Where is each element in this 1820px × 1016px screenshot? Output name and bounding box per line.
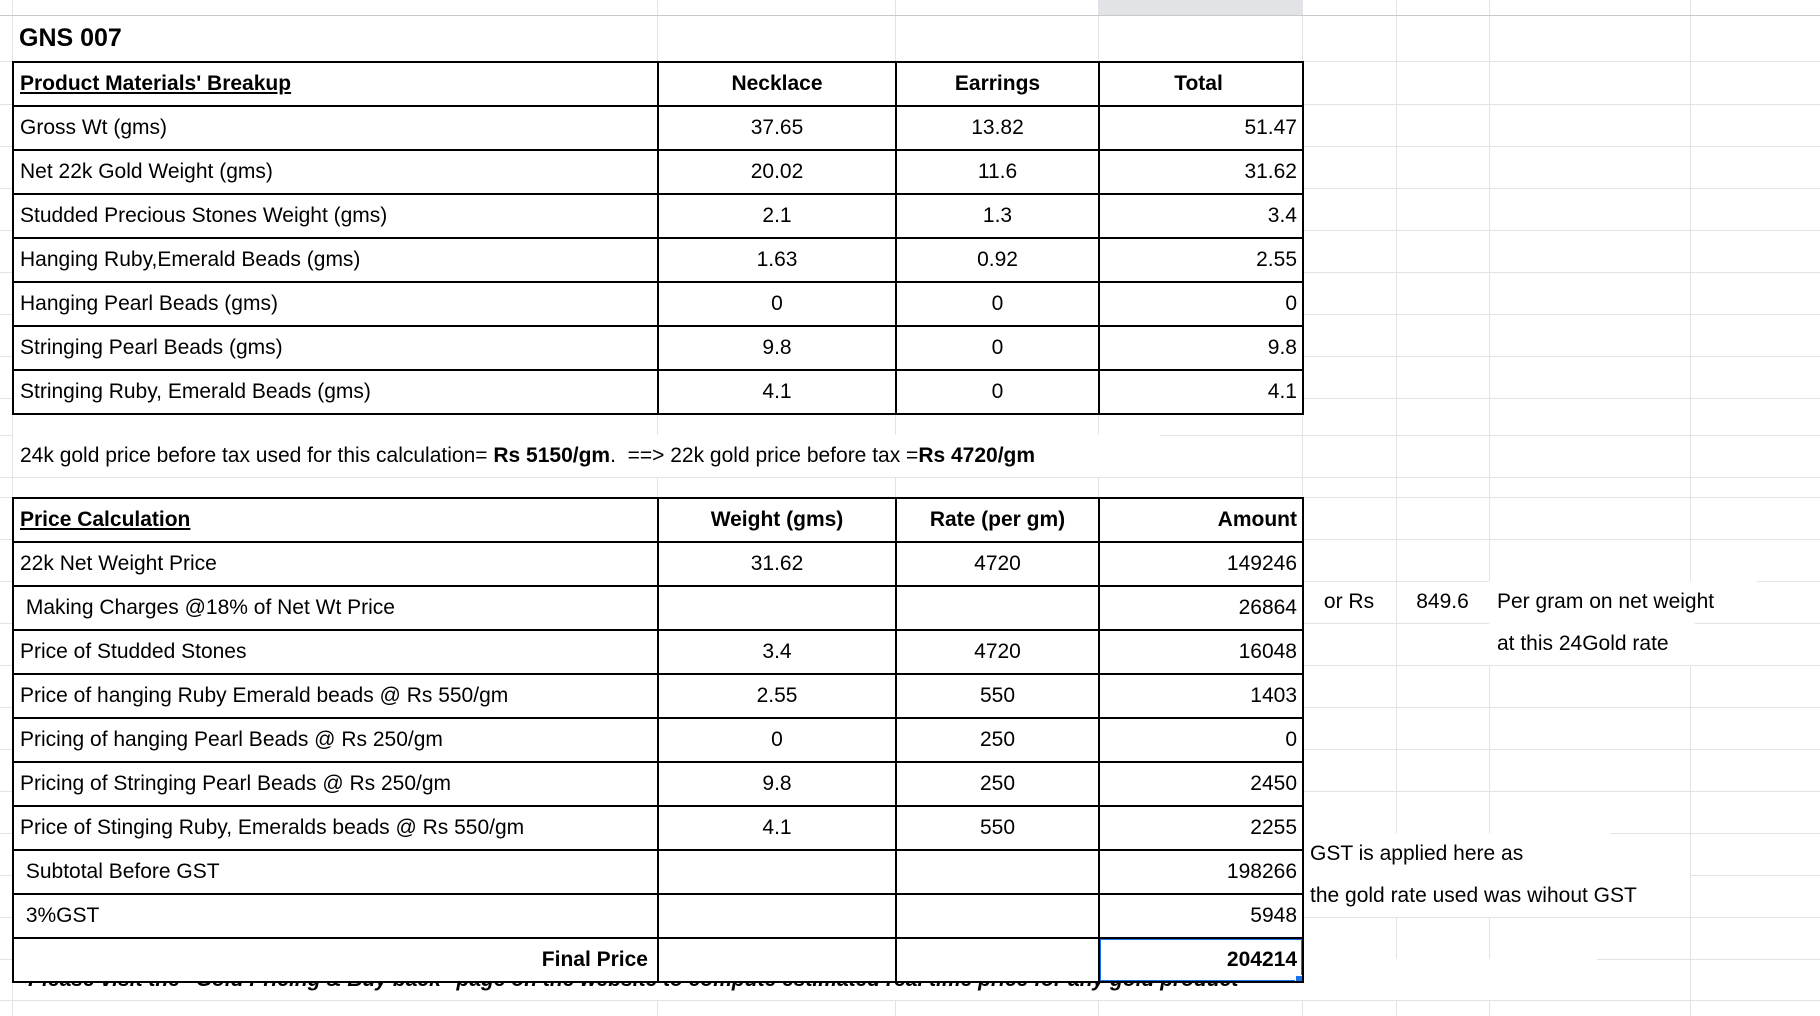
- price-row: [13, 894, 1303, 938]
- gridline: [1690, 0, 1691, 1016]
- cell[interactable]: 5948: [1099, 894, 1303, 938]
- cell[interactable]: 0: [658, 718, 896, 762]
- materials-header-row: [13, 62, 1303, 106]
- cell[interactable]: 0: [1099, 718, 1303, 762]
- cell[interactable]: 550: [896, 806, 1099, 850]
- cell[interactable]: 22k Net Weight Price: [13, 542, 658, 586]
- gridline: [0, 477, 1820, 478]
- price-row: [13, 718, 1303, 762]
- materials-row: [13, 370, 1303, 414]
- cell[interactable]: 250: [896, 718, 1099, 762]
- cell[interactable]: Net 22k Gold Weight (gms): [13, 150, 658, 194]
- cell[interactable]: 4.1: [658, 806, 896, 850]
- per-gram-note-line2[interactable]: at this 24Gold rate: [1489, 623, 1695, 665]
- cell[interactable]: Making Charges @18% of Net Wt Price: [13, 586, 658, 630]
- cell[interactable]: [658, 850, 896, 894]
- cell[interactable]: 11.6: [896, 150, 1099, 194]
- cell[interactable]: 0: [896, 326, 1099, 370]
- header-cell[interactable]: Earrings: [896, 62, 1099, 106]
- column-header-strip: [0, 0, 1820, 15]
- cell[interactable]: 51.47: [1099, 106, 1303, 150]
- selection-border: [1099, 938, 1303, 982]
- price-row: [13, 630, 1303, 674]
- cell[interactable]: 250: [896, 762, 1099, 806]
- cell[interactable]: 2255: [1099, 806, 1303, 850]
- cell[interactable]: Price of hanging Ruby Emerald beads @ Rs 550/gm: [13, 674, 658, 718]
- cell[interactable]: [658, 938, 896, 982]
- cell[interactable]: 0: [658, 282, 896, 326]
- materials-row: [13, 282, 1303, 326]
- cell[interactable]: [896, 586, 1099, 630]
- cell[interactable]: 31.62: [1099, 150, 1303, 194]
- header-cell[interactable]: Total: [1099, 62, 1303, 106]
- cell[interactable]: Stringing Pearl Beads (gms): [13, 326, 658, 370]
- gold-rate-note-segment: Rs 5150/gm: [493, 444, 611, 467]
- cell[interactable]: 4720: [896, 630, 1099, 674]
- cell[interactable]: 2.55: [1099, 238, 1303, 282]
- price-row: [13, 806, 1303, 850]
- cell[interactable]: 3.4: [1099, 194, 1303, 238]
- cell[interactable]: Hanging Ruby,Emerald Beads (gms): [13, 238, 658, 282]
- price-header-row: [13, 498, 1303, 542]
- cell[interactable]: Studded Precious Stones Weight (gms): [13, 194, 658, 238]
- cell[interactable]: 16048: [1099, 630, 1303, 674]
- cell[interactable]: 9.8: [1099, 326, 1303, 370]
- cell[interactable]: 26864: [1099, 586, 1303, 630]
- cell[interactable]: 9.8: [658, 326, 896, 370]
- price-row: [13, 586, 1303, 630]
- cell[interactable]: 3.4: [658, 630, 896, 674]
- per-gram-rate-cell[interactable]: 849.6: [1416, 590, 1469, 613]
- header-cell[interactable]: Product Materials' Breakup: [13, 62, 658, 106]
- cell[interactable]: 1403: [1099, 674, 1303, 718]
- cell[interactable]: 31.62: [658, 542, 896, 586]
- cell[interactable]: 37.65: [658, 106, 896, 150]
- or-rs-cell[interactable]: or Rs: [1323, 590, 1375, 613]
- cell[interactable]: Subtotal Before GST: [13, 850, 658, 894]
- cell[interactable]: 4720: [896, 542, 1099, 586]
- cell[interactable]: [896, 938, 1099, 982]
- cell[interactable]: 13.82: [896, 106, 1099, 150]
- gold-rate-note-segment: 24k gold price before tax used for this calculation=: [20, 444, 494, 467]
- gridline: [0, 1000, 1820, 1001]
- price-table: [12, 497, 1304, 983]
- cell[interactable]: 3%GST: [13, 894, 658, 938]
- price-row: [13, 542, 1303, 586]
- gst-note-line1[interactable]: GST is applied here as: [1303, 833, 1610, 875]
- cell[interactable]: 550: [896, 674, 1099, 718]
- selected-column-highlight: [1098, 0, 1302, 15]
- gridline: [0, 15, 1820, 16]
- cell[interactable]: 0: [1099, 282, 1303, 326]
- price-row: [13, 850, 1303, 894]
- cell[interactable]: Pricing of hanging Pearl Beads @ Rs 250/gm: [13, 718, 658, 762]
- cell[interactable]: 4.1: [1099, 370, 1303, 414]
- cell[interactable]: 2.1: [658, 194, 896, 238]
- header-cell[interactable]: Price Calculation: [13, 498, 658, 542]
- cell[interactable]: 0: [896, 282, 1099, 326]
- gold-rate-note-cell[interactable]: [13, 435, 1160, 477]
- cell[interactable]: 0.92: [896, 238, 1099, 282]
- per-gram-note-line1[interactable]: Per gram on net weight: [1489, 581, 1757, 623]
- header-cell[interactable]: Rate (per gm): [896, 498, 1099, 542]
- fill-handle[interactable]: [1295, 975, 1303, 982]
- cell[interactable]: 149246: [1099, 542, 1303, 586]
- cell[interactable]: 4.1: [658, 370, 896, 414]
- cell[interactable]: 198266: [1099, 850, 1303, 894]
- materials-row: [13, 326, 1303, 370]
- gst-note-line2[interactable]: the gold rate used was wihout GST: [1303, 875, 1690, 917]
- cell[interactable]: 0: [896, 370, 1099, 414]
- header-cell[interactable]: Amount: [1099, 498, 1303, 542]
- cell[interactable]: 1.63: [658, 238, 896, 282]
- price-row: [13, 674, 1303, 718]
- cell[interactable]: [896, 894, 1099, 938]
- header-cell[interactable]: Weight (gms): [658, 498, 896, 542]
- cell[interactable]: 9.8: [658, 762, 896, 806]
- cell[interactable]: 20.02: [658, 150, 896, 194]
- cell[interactable]: 2450: [1099, 762, 1303, 806]
- price-row: [13, 938, 1303, 982]
- materials-row: [13, 194, 1303, 238]
- cell[interactable]: 1.3: [896, 194, 1099, 238]
- cell[interactable]: Final Price: [13, 938, 658, 982]
- sheet-title-cell[interactable]: GNS 007: [19, 24, 122, 52]
- materials-row: [13, 150, 1303, 194]
- cell[interactable]: Gross Wt (gms): [13, 106, 658, 150]
- cell[interactable]: Pricing of Stringing Pearl Beads @ Rs 250/gm: [13, 762, 658, 806]
- cell[interactable]: [896, 850, 1099, 894]
- header-cell[interactable]: Necklace: [658, 62, 896, 106]
- cell[interactable]: Price of Stinging Ruby, Emeralds beads @ Rs 550/gm: [13, 806, 658, 850]
- cell[interactable]: Hanging Pearl Beads (gms): [13, 282, 658, 326]
- price-row: [13, 762, 1303, 806]
- materials-row: [13, 238, 1303, 282]
- gold-rate-note-segment: . ==> 22k gold price before tax =: [610, 444, 919, 467]
- gold-rate-note-segment: Rs 4720/gm: [918, 444, 1036, 467]
- cell[interactable]: [658, 894, 896, 938]
- materials-row: [13, 106, 1303, 150]
- cell[interactable]: 204214: [1099, 938, 1303, 982]
- cell[interactable]: Stringing Ruby, Emerald Beads (gms): [13, 370, 658, 414]
- cell[interactable]: [658, 586, 896, 630]
- cell[interactable]: Price of Studded Stones: [13, 630, 658, 674]
- materials-table: [12, 61, 1304, 415]
- cell[interactable]: 2.55: [658, 674, 896, 718]
